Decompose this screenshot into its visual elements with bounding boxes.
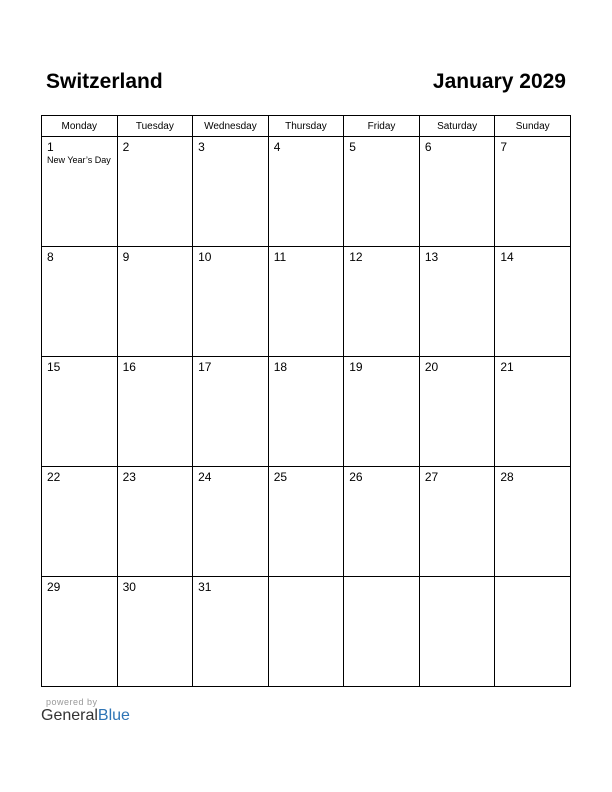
day-cell: [42, 247, 118, 357]
day-number: 28: [500, 470, 514, 484]
day-number: 23: [122, 470, 136, 484]
day-cell: [495, 577, 571, 687]
day-number: 20: [424, 360, 439, 374]
day-number: 2: [122, 140, 130, 154]
weekday-header-row: [42, 116, 571, 137]
day-cell: [193, 577, 269, 687]
day-number: 30: [122, 580, 136, 594]
week-row: [42, 467, 571, 577]
day-number: 18: [273, 360, 288, 374]
holiday-label: New Year’s Day: [47, 155, 111, 165]
day-cell: [117, 137, 193, 247]
day-number: 6: [424, 140, 432, 154]
day-cell: [193, 357, 269, 467]
day-number: 5: [349, 140, 356, 154]
week-row: [42, 247, 571, 357]
day-cell: [42, 467, 118, 577]
day-cell: [344, 137, 420, 247]
day-cell: [495, 137, 571, 247]
day-cell: [419, 357, 495, 467]
day-number: [420, 577, 495, 580]
day-cell: [117, 357, 193, 467]
day-cell: [495, 357, 571, 467]
brand-name-part1: General: [41, 707, 98, 724]
day-cell: [193, 467, 269, 577]
country-title: Switzerland: [46, 70, 163, 93]
day-number: [269, 577, 344, 580]
day-number: 15: [47, 360, 61, 374]
day-number: 16: [122, 360, 136, 374]
week-row: [42, 577, 571, 687]
weekday-header: Monday: [42, 116, 118, 137]
weekday-header: Sunday: [495, 116, 571, 137]
day-number: 11: [273, 250, 287, 264]
day-number: 31: [198, 580, 212, 594]
day-number: 26: [349, 470, 363, 484]
day-cell: [495, 247, 571, 357]
day-cell: [344, 357, 420, 467]
day-cell: [42, 137, 118, 247]
day-cell: [117, 577, 193, 687]
day-number: 27: [424, 470, 439, 484]
day-number: 3: [198, 140, 205, 154]
day-number: 29: [47, 580, 61, 594]
day-number: 17: [198, 360, 212, 374]
weekday-header: Thursday: [268, 116, 344, 137]
day-cell: [117, 247, 193, 357]
calendar-grid: [41, 115, 571, 687]
weekday-header: Saturday: [419, 116, 495, 137]
day-cell: [268, 467, 344, 577]
day-number: 4: [273, 140, 281, 154]
day-cell: [193, 137, 269, 247]
day-cell: [268, 357, 344, 467]
weekday-header: Wednesday: [193, 116, 269, 137]
day-cell: [419, 467, 495, 577]
day-cell: [344, 247, 420, 357]
day-cell: [117, 467, 193, 577]
day-number: 14: [500, 250, 514, 264]
footer: [41, 697, 130, 725]
day-number: 7: [500, 140, 508, 154]
day-number: 1: [47, 140, 54, 154]
day-cell: [419, 577, 495, 687]
day-number: 9: [122, 250, 130, 264]
day-cell: [42, 357, 118, 467]
day-cell: [268, 137, 344, 247]
day-number: 13: [424, 250, 439, 264]
week-row: [42, 137, 571, 247]
day-cell: [419, 137, 495, 247]
month-title: January 2029: [432, 70, 566, 93]
day-cell: [193, 247, 269, 357]
day-cell: [419, 247, 495, 357]
day-cell: [42, 577, 118, 687]
day-number: 12: [349, 250, 363, 264]
day-cell: [268, 577, 344, 687]
day-number: 21: [500, 360, 514, 374]
weekday-header: Friday: [344, 116, 420, 137]
day-number: [344, 577, 419, 580]
day-number: 22: [47, 470, 61, 484]
day-number: 25: [273, 470, 288, 484]
day-number: [495, 577, 570, 580]
day-number: 24: [198, 470, 212, 484]
day-number: 8: [47, 250, 54, 264]
powered-by-text: powered by: [46, 697, 98, 707]
day-number: 10: [198, 250, 212, 264]
brand-name-part2: Blue: [97, 707, 130, 724]
day-cell: [344, 577, 420, 687]
weekday-header: Tuesday: [117, 116, 193, 137]
day-number: 19: [349, 360, 363, 374]
day-cell: [495, 467, 571, 577]
day-cell: [344, 467, 420, 577]
week-row: [42, 357, 571, 467]
brand-logo: [41, 707, 130, 725]
day-cell: [268, 247, 344, 357]
